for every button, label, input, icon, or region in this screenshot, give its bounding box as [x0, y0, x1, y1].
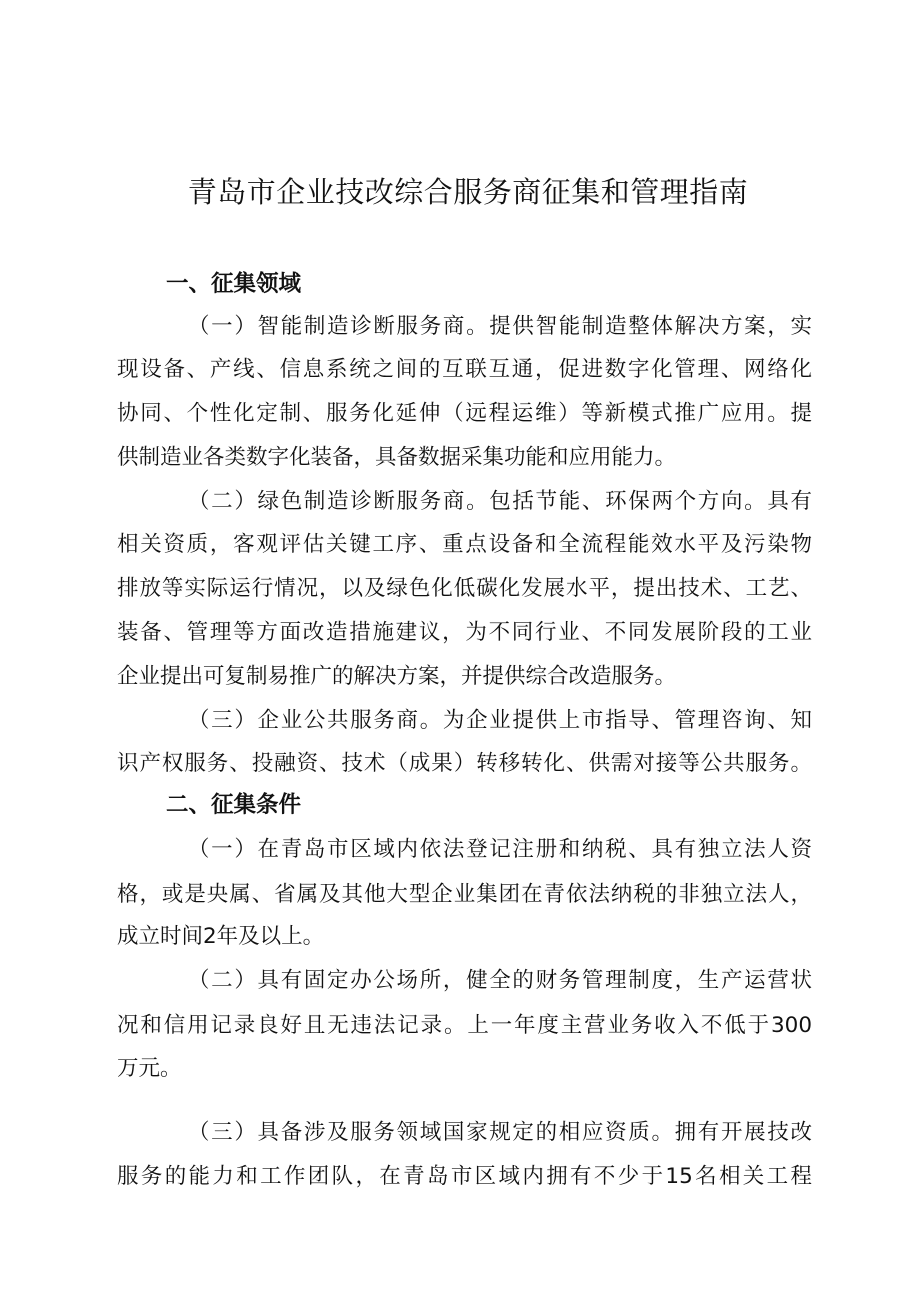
paragraph-line: 格，或是央属、省属及其他大型企业集团在青依法纳税的非独立法人，	[117, 882, 812, 907]
paragraph-line: （一）在青岛市区域内依法登记注册和纳税、具有独立法人资	[188, 837, 812, 862]
paragraph-line: 成立时间2年及以上。	[117, 924, 325, 949]
paragraph-line: （三）企业公共服务商。为企业提供上市指导、管理咨询、知	[188, 708, 812, 733]
paragraph-line: （三）具备涉及服务领域国家规定的相应资质。拥有开展技改	[188, 1120, 812, 1145]
paragraph-line: 服务的能力和工作团队，在青岛市区域内拥有不少于15名相关工程	[117, 1164, 812, 1189]
section-heading-collection-fields: 一、征集领域	[166, 271, 302, 297]
paragraph-line: 相关资质，客观评估关键工序、重点设备和全流程能效水平及污染物	[117, 532, 812, 557]
paragraph-line: 现设备、产线、信息系统之间的互联互通，促进数字化管理、网络化	[117, 357, 812, 382]
paragraph-line: 供制造业各类数字化装备，具备数据采集功能和应用能力。	[117, 445, 677, 470]
document-title: 青岛市企业技改综合服务商征集和管理指南	[187, 175, 749, 209]
paragraph-line: （二）绿色制造诊断服务商。包括节能、环保两个方向。具有	[188, 489, 812, 514]
paragraph-line: 装备、管理等方面改造措施建议，为不同行业、不同发展阶段的工业	[117, 620, 812, 645]
paragraph-line: 排放等实际运行情况，以及绿色化低碳化发展水平，提出技术、工艺、	[117, 576, 812, 601]
paragraph-line: 企业提出可复制易推广的解决方案，并提供综合改造服务。	[117, 664, 677, 689]
paragraph-line: （一）智能制造诊断服务商。提供智能制造整体解决方案，实	[188, 314, 812, 339]
paragraph-line: 万元。	[117, 1056, 182, 1081]
paragraph-line: 识产权服务、投融资、技术（成果）转移转化、供需对接等公共服务。	[117, 751, 812, 776]
paragraph-line: 况和信用记录良好且无违法记录。上一年度主营业务收入不低于300	[117, 1013, 812, 1038]
section-heading-collection-conditions: 二、征集条件	[166, 792, 302, 818]
paragraph-line: 协同、个性化定制、服务化延伸（远程运维）等新模式推广应用。提	[117, 401, 812, 426]
paragraph-line: （二）具有固定办公场所，健全的财务管理制度，生产运营状	[188, 968, 812, 993]
